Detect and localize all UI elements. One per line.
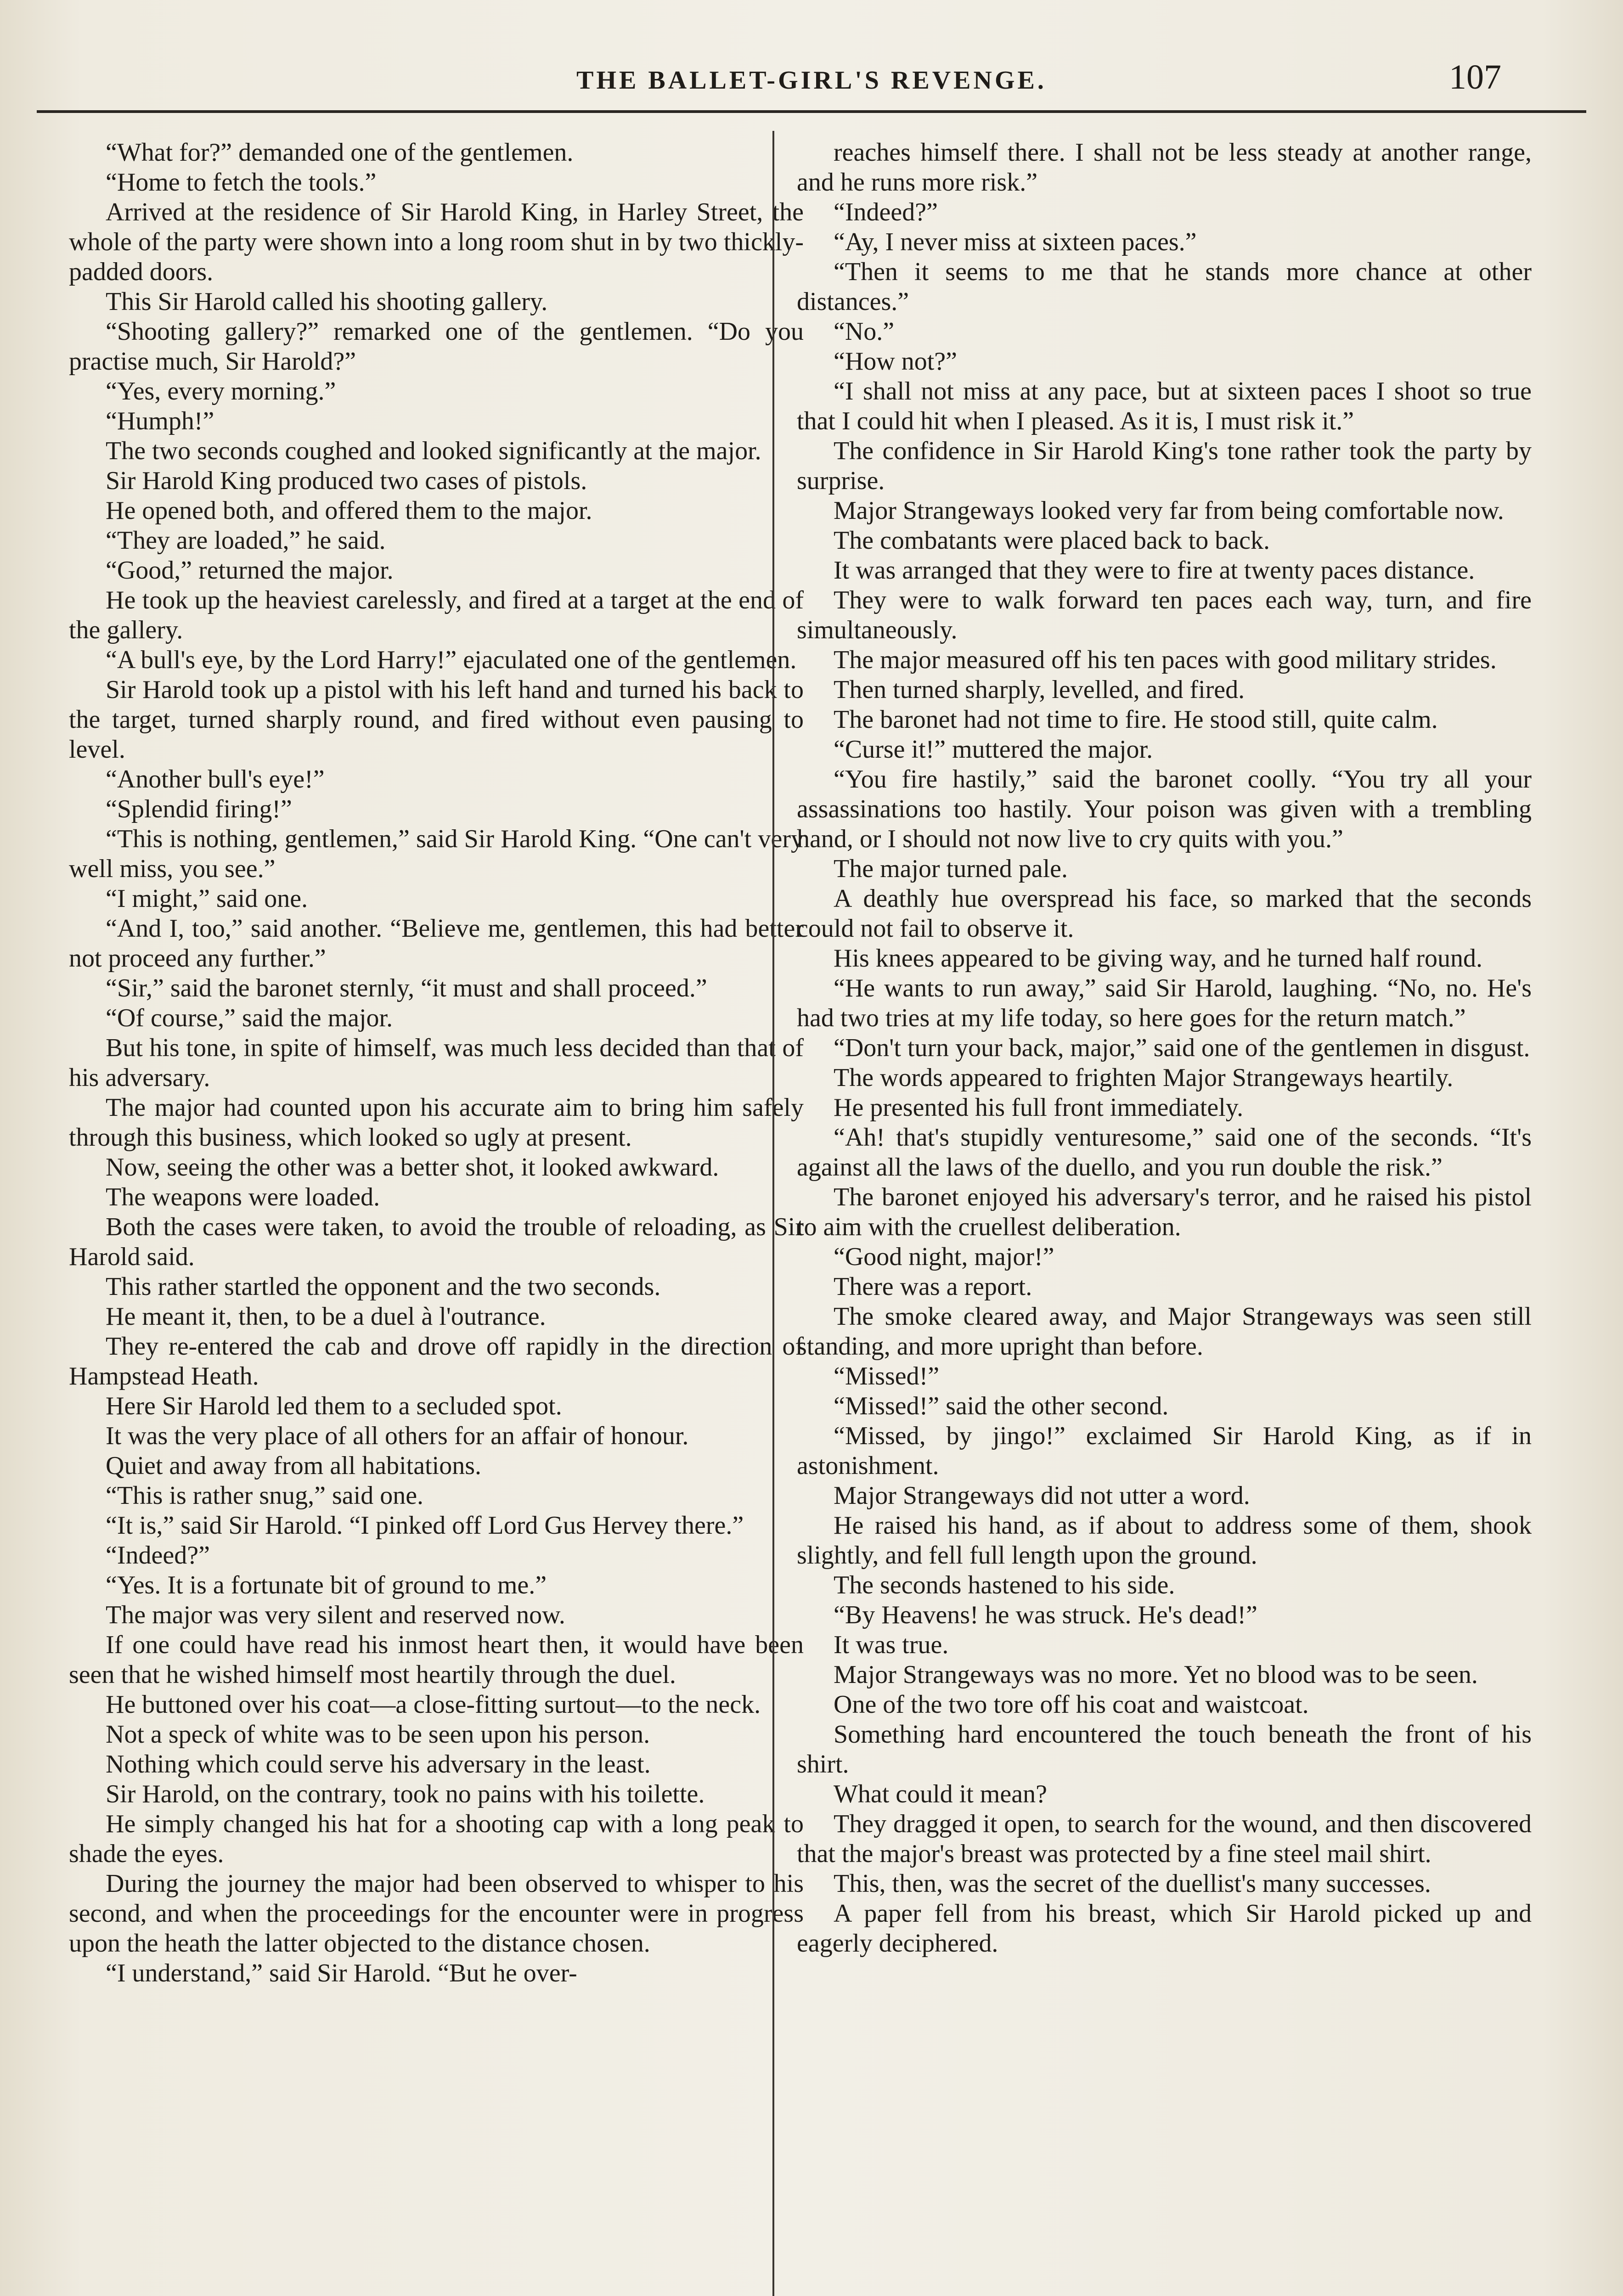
paragraph: The major had counted upon his accurate aim to bring him safely through this business, which looked so ugly at present. bbox=[69, 1093, 804, 1152]
paragraph: “Good night, major!” bbox=[834, 1243, 1054, 1271]
paragraph: Sir Harold, on the contrary, took no pains with his toilette. bbox=[106, 1780, 705, 1808]
paragraph: “You fire hastily,” said the baronet coolly. “You try all your assassinations too hastily. Your poison was given with a trembling hand, or I should not now live to cry quits with you.” bbox=[797, 765, 1532, 853]
paragraph: Then turned sharply, levelled, and fired. bbox=[834, 675, 1245, 704]
paragraph: The combatants were placed back to back. bbox=[834, 526, 1270, 555]
paragraph: “Don't turn your back, major,” said one of the gentlemen in disgust. bbox=[834, 1034, 1530, 1062]
paragraph: “Yes. It is a fortunate bit of ground to me.” bbox=[106, 1571, 547, 1599]
paragraph: “Good,” returned the major. bbox=[106, 556, 394, 585]
paragraph: “They are loaded,” he said. bbox=[106, 526, 386, 555]
paragraph: “How not?” bbox=[834, 347, 958, 376]
paragraph: “Ay, I never miss at sixteen paces.” bbox=[834, 228, 1197, 256]
left-text-column bbox=[69, 138, 804, 1988]
page-number: 107 bbox=[1449, 58, 1501, 96]
paragraph: One of the two tore off his coat and waistcoat. bbox=[834, 1690, 1309, 1719]
paragraph: The weapons were loaded. bbox=[106, 1183, 380, 1211]
paragraph: “Another bull's eye!” bbox=[106, 765, 325, 793]
paragraph: He raised his hand, as if about to address some of them, shook slightly, and fell full length upon the ground. bbox=[797, 1511, 1532, 1570]
paragraph: “Ah! that's stupidly venturesome,” said one of the seconds. “It's against all the laws of the duello, and you run double the risk.” bbox=[797, 1123, 1532, 1182]
paragraph: “What for?” demanded one of the gentlemen. bbox=[106, 138, 574, 167]
paragraph: Now, seeing the other was a better shot, it looked awkward. bbox=[106, 1153, 719, 1182]
paragraph: Here Sir Harold led them to a secluded spot. bbox=[106, 1392, 562, 1420]
paragraph: “Missed, by jingo!” exclaimed Sir Harold King, as if in astonishment. bbox=[797, 1422, 1532, 1480]
paragraph: “Of course,” said the major. bbox=[106, 1004, 393, 1032]
paragraph: The major turned pale. bbox=[834, 855, 1068, 883]
paragraph: Major Strangeways did not utter a word. bbox=[834, 1481, 1250, 1510]
paragraph: This rather startled the opponent and the two seconds. bbox=[106, 1272, 661, 1301]
header-rule bbox=[37, 110, 1586, 113]
paragraph: If one could have read his inmost heart then, it would have been seen that he wished himself most heartily through the duel. bbox=[69, 1631, 804, 1689]
paragraph: “I might,” said one. bbox=[106, 884, 308, 913]
paragraph: “No.” bbox=[834, 317, 895, 346]
paragraph: “And I, too,” said another. “Believe me, gentlemen, this had better not proceed any further.” bbox=[69, 914, 804, 973]
paragraph: The words appeared to frighten Major Strangeways heartily. bbox=[834, 1064, 1454, 1092]
paragraph: His knees appeared to be giving way, and he turned half round. bbox=[834, 944, 1483, 973]
paragraph: He buttoned over his coat—a close-fitting surtout—to the neck. bbox=[106, 1690, 761, 1719]
paragraph: This Sir Harold called his shooting gallery. bbox=[106, 287, 548, 316]
paragraph: Nothing which could serve his adversary in the least. bbox=[106, 1750, 651, 1778]
paragraph: Both the cases were taken, to avoid the trouble of reloading, as Sir Harold said. bbox=[69, 1213, 804, 1271]
paragraph: Sir Harold took up a pistol with his left hand and turned his back to the target, turned sharply round, and fired without even pausing to level. bbox=[69, 675, 804, 764]
paragraph: The baronet enjoyed his adversary's terror, and he raised his pistol to aim with the cruellest deliberation. bbox=[797, 1183, 1532, 1241]
paragraph: The major measured off his ten paces with good military strides. bbox=[834, 646, 1497, 674]
paragraph: They were to walk forward ten paces each way, turn, and fire simultaneously. bbox=[797, 586, 1532, 644]
paragraph: It was arranged that they were to fire at twenty paces distance. bbox=[834, 556, 1475, 585]
paragraph: Arrived at the residence of Sir Harold King, in Harley Street, the whole of the party were shown into a long room shut in by two thickly-padded doors. bbox=[69, 198, 804, 286]
column-divider bbox=[772, 131, 774, 2296]
paragraph: It was the very place of all others for an affair of honour. bbox=[106, 1422, 689, 1450]
paragraph: “Home to fetch the tools.” bbox=[106, 168, 377, 197]
paragraph: Sir Harold King produced two cases of pistols. bbox=[106, 467, 587, 495]
paragraph: “Humph!” bbox=[106, 407, 214, 435]
paragraph: “Then it seems to me that he stands more chance at other distances.” bbox=[797, 258, 1532, 316]
paragraph: They dragged it open, to search for the wound, and then discovered that the major's breast was protected by a fine steel mail shirt. bbox=[797, 1810, 1532, 1868]
paragraph: Something hard encountered the touch beneath the front of his shirt. bbox=[797, 1720, 1532, 1778]
paragraph: A deathly hue overspread his face, so marked that the seconds could not fail to observe it. bbox=[797, 884, 1532, 943]
paragraph: He opened both, and offered them to the major. bbox=[106, 496, 592, 525]
paragraph: It was true. bbox=[834, 1631, 949, 1659]
paragraph: The baronet had not time to fire. He stood still, quite calm. bbox=[834, 705, 1438, 734]
paragraph: The smoke cleared away, and Major Strangeways was seen still standing, and more upright than before. bbox=[797, 1302, 1532, 1361]
paragraph: A paper fell from his breast, which Sir Harold picked up and eagerly deciphered. bbox=[797, 1899, 1532, 1958]
paragraph: What could it mean? bbox=[834, 1780, 1047, 1808]
paragraph: Quiet and away from all habitations. bbox=[106, 1452, 481, 1480]
paragraph: Not a speck of white was to be seen upon his person. bbox=[106, 1720, 650, 1749]
paragraph: The seconds hastened to his side. bbox=[834, 1571, 1175, 1599]
paragraph: The two seconds coughed and looked significantly at the major. bbox=[106, 437, 761, 465]
paragraph: He presented his full front immediately. bbox=[834, 1093, 1244, 1122]
paragraph: “Curse it!” muttered the major. bbox=[834, 735, 1153, 764]
paragraph: The major was very silent and reserved now. bbox=[106, 1601, 565, 1629]
paragraph: “It is,” said Sir Harold. “I pinked off Lord Gus Hervey there.” bbox=[106, 1511, 744, 1540]
paragraph: “Splendid firing!” bbox=[106, 795, 292, 823]
running-head bbox=[0, 57, 1623, 108]
paragraph: Major Strangeways was no more. Yet no blood was to be seen. bbox=[834, 1660, 1478, 1689]
paragraph: But his tone, in spite of himself, was much less decided than that of his adversary. bbox=[69, 1034, 804, 1092]
right-text-column bbox=[797, 138, 1532, 1958]
paragraph: “Yes, every morning.” bbox=[106, 377, 336, 405]
paragraph: “He wants to run away,” said Sir Harold, laughing. “No, no. He's had two tries at my life today, so here goes for the return match.” bbox=[797, 974, 1532, 1032]
paragraph: “Sir,” said the baronet sternly, “it must and shall proceed.” bbox=[106, 974, 707, 1002]
paragraph: There was a report. bbox=[834, 1272, 1032, 1301]
paragraph: “Shooting gallery?” remarked one of the gentlemen. “Do you practise much, Sir Harold?” bbox=[69, 317, 804, 376]
paragraph: This, then, was the secret of the duellist's many successes. bbox=[834, 1869, 1431, 1898]
paragraph: “Missed!” bbox=[834, 1362, 940, 1390]
paragraph: During the journey the major had been observed to whisper to his second, and when the proceedings for the encounter were in progress upon the heath the latter objected to the distance chosen. bbox=[69, 1869, 804, 1958]
paragraph: “I shall not miss at any pace, but at sixteen paces I shoot so true that I could hit when I pleased. As it is, I must risk it.” bbox=[797, 377, 1532, 435]
running-title: THE BALLET-GIRL'S REVENGE. bbox=[576, 66, 1047, 95]
paragraph: “A bull's eye, by the Lord Harry!” ejaculated one of the gentlemen. bbox=[106, 646, 797, 674]
paragraph: He took up the heaviest carelessly, and fired at a target at the end of the gallery. bbox=[69, 586, 804, 644]
paragraph: Major Strangeways looked very far from being comfortable now. bbox=[834, 496, 1504, 525]
paragraph: “Indeed?” bbox=[834, 198, 938, 226]
paragraph: He simply changed his hat for a shooting cap with a long peak to shade the eyes. bbox=[69, 1810, 804, 1868]
paragraph: He meant it, then, to be a duel à l'outrance. bbox=[106, 1302, 546, 1331]
paragraph: “By Heavens! he was struck. He's dead!” bbox=[834, 1601, 1257, 1629]
paragraph: reaches himself there. I shall not be less steady at another range, and he runs more risk.” bbox=[797, 138, 1532, 197]
paragraph: “This is nothing, gentlemen,” said Sir Harold King. “One can't very well miss, you see.” bbox=[69, 825, 804, 883]
paragraph: They re-entered the cab and drove off rapidly in the direction of Hampstead Heath. bbox=[69, 1332, 804, 1390]
paragraph: “Missed!” said the other second. bbox=[834, 1392, 1169, 1420]
paragraph: “I understand,” said Sir Harold. “But he over- bbox=[106, 1959, 577, 1987]
paragraph: “This is rather snug,” said one. bbox=[106, 1481, 424, 1510]
paragraph: “Indeed?” bbox=[106, 1541, 210, 1570]
paragraph: The confidence in Sir Harold King's tone rather took the party by surprise. bbox=[797, 437, 1532, 495]
